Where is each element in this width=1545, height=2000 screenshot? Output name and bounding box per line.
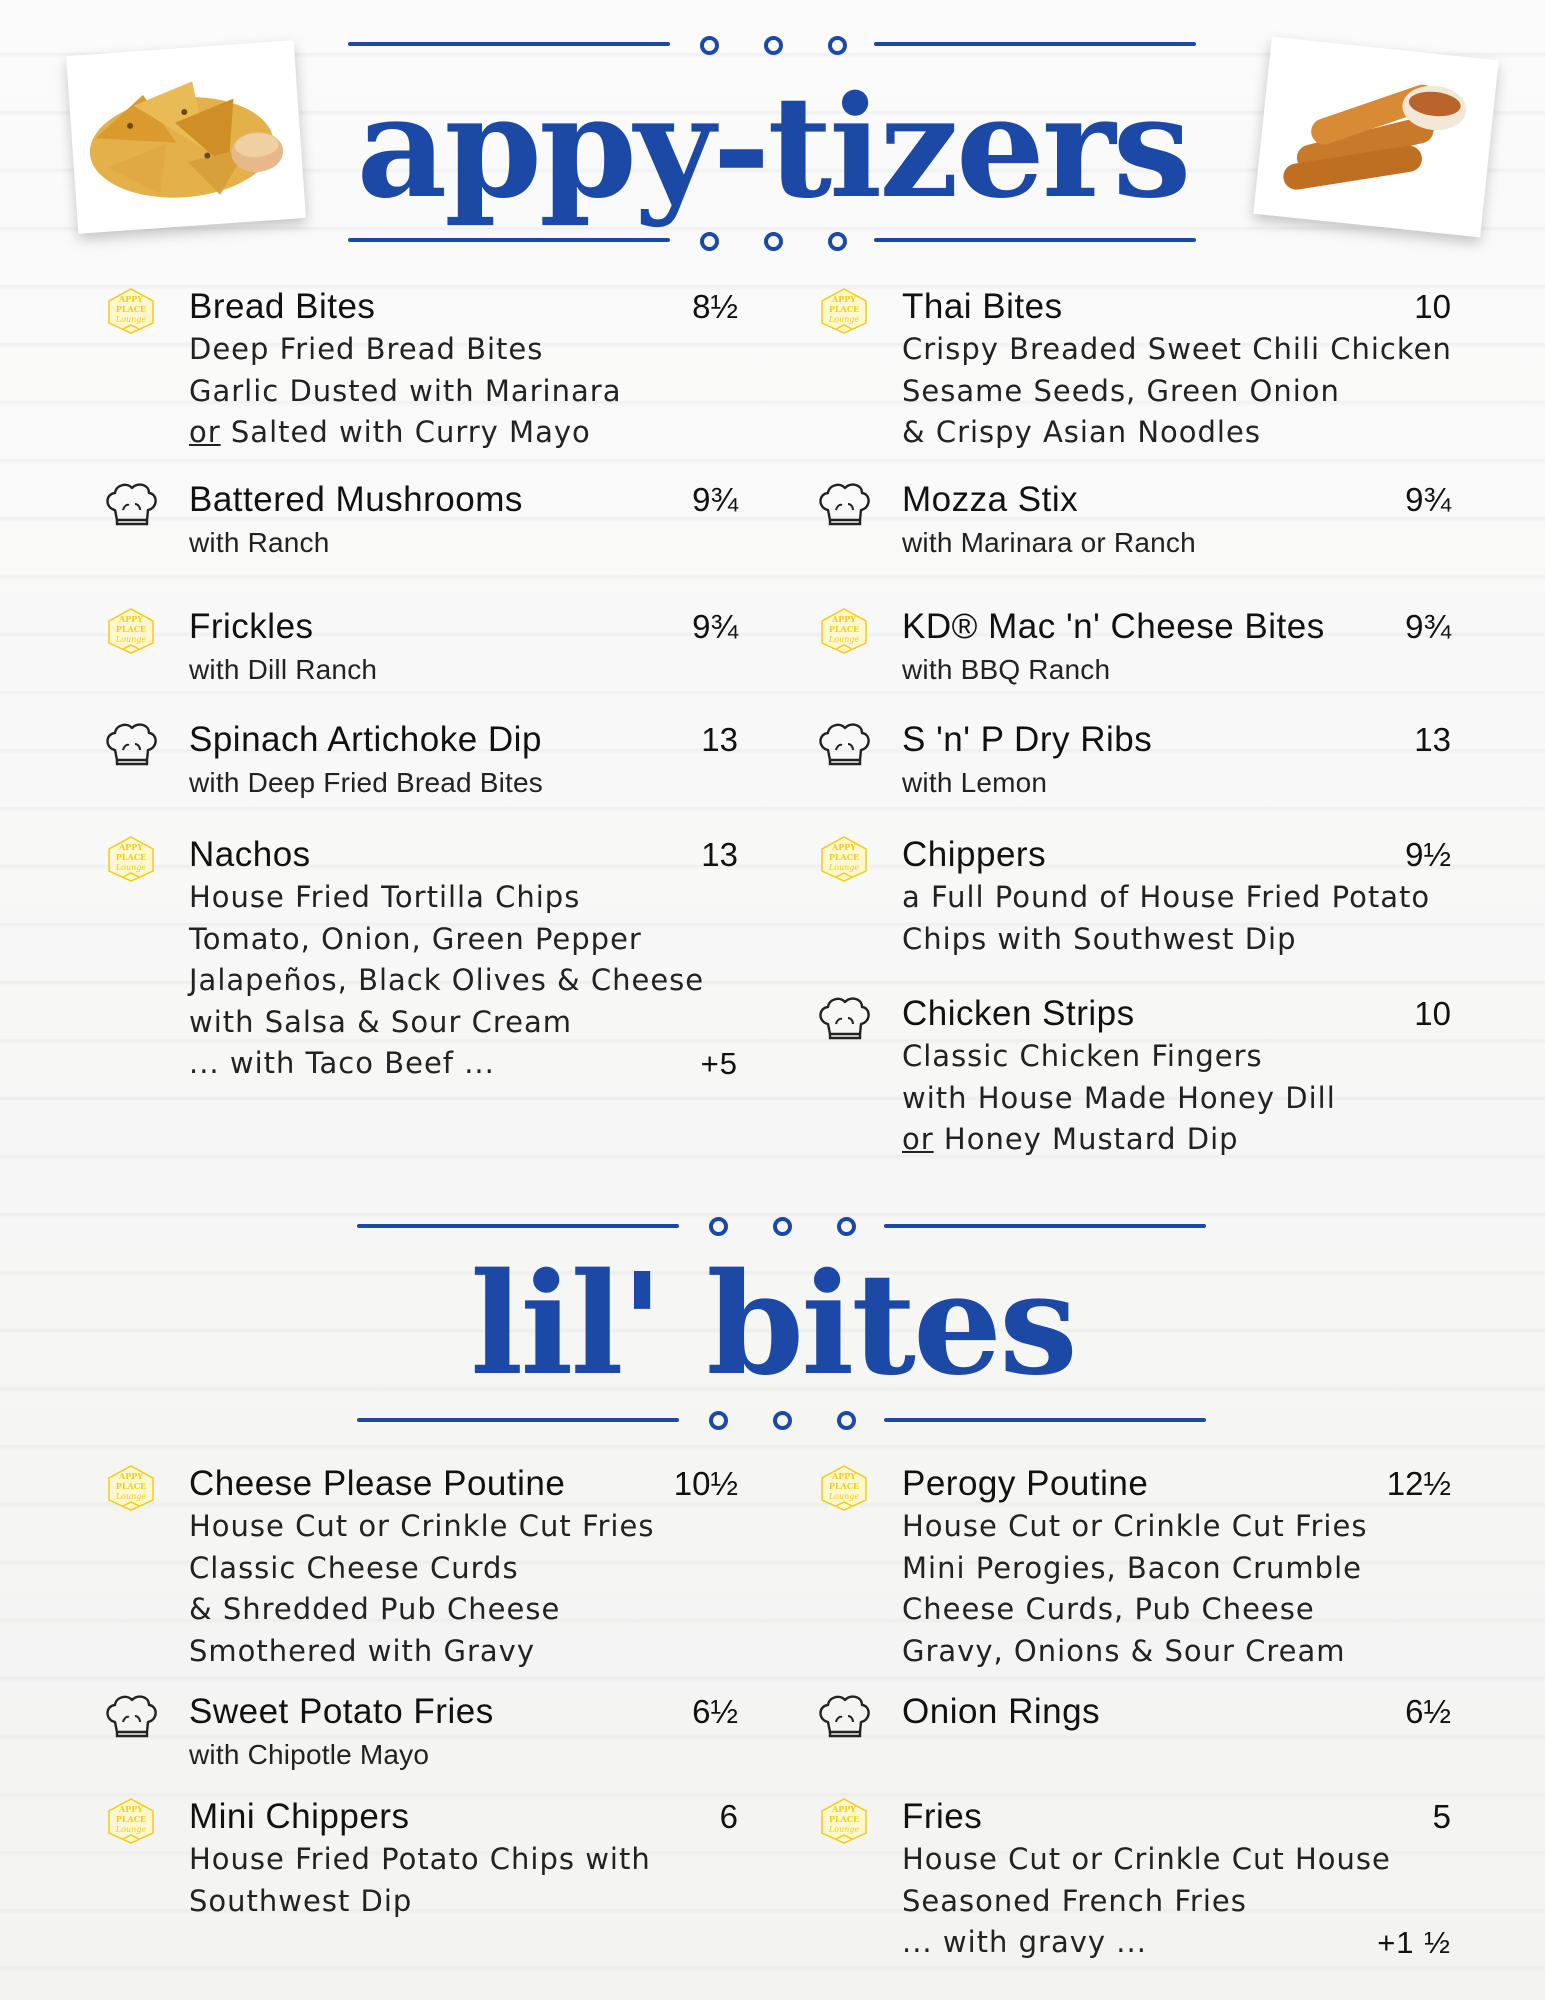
item-description: with Deep Fried Bread Bites (189, 767, 544, 798)
header-rule-top-left (357, 1224, 679, 1228)
menu-item (828, 833, 1451, 960)
menu-item (828, 285, 1452, 454)
header-rule-top-right (884, 1224, 1206, 1228)
item-description: Crispy Breaded Sweet Chili Chicken (902, 332, 1452, 366)
item-description: with Dill Ranch (189, 654, 378, 685)
logo-text: APPY (832, 614, 856, 624)
appy-place-logo-icon (103, 287, 159, 335)
menu-item (115, 1795, 738, 1922)
item-name: Nachos (189, 835, 311, 874)
header-rule-bottom-right (884, 1418, 1206, 1422)
item-description: Garlic Dusted with Marinara (189, 373, 622, 408)
logo-text: APPY (832, 1804, 856, 1814)
underlined-or: or (189, 415, 221, 449)
item-name: Perogy Poutine (902, 1464, 1149, 1503)
header-dot (773, 1217, 792, 1236)
appy-place-logo-icon (816, 835, 872, 883)
item-description: Chips with Southwest Dip (902, 921, 1297, 956)
appy-place-logo-icon (816, 287, 872, 335)
header-dot (764, 36, 783, 55)
header-dot (828, 232, 847, 251)
item-description: with Lemon (902, 767, 1048, 798)
appy-place-logo-icon (103, 835, 159, 883)
item-description: Cheese Curds, Pub Cheese (902, 1592, 1315, 1626)
logo-text: PLACE (115, 1814, 147, 1824)
item-price: 6 (719, 1798, 738, 1835)
logo-text: Lounge (115, 315, 147, 324)
item-description: with BBQ Ranch (902, 654, 1111, 685)
logo-text: APPY (832, 842, 856, 852)
appy-place-logo-icon (103, 1464, 159, 1512)
header-dot (773, 1411, 792, 1430)
appetizers-title: appy-tizers (356, 66, 1189, 230)
item-description: Tomato, Onion, Green Pepper (189, 921, 642, 956)
item-addon (189, 1043, 738, 1085)
menu-item (189, 718, 738, 804)
appy-place-logo-icon (816, 1464, 872, 1512)
item-description: & Shredded Pub Cheese (189, 1592, 561, 1626)
item-price: 9¾ (1405, 481, 1451, 518)
item-name: Cheese Please Poutine (189, 1464, 566, 1503)
item-description: with Salsa & Sour Cream (189, 1004, 572, 1039)
logo-text: Lounge (828, 863, 860, 872)
chef-hat-icon (816, 994, 872, 1042)
header-dot (837, 1217, 856, 1236)
logo-text: Lounge (828, 635, 860, 644)
logo-text: Lounge (828, 1825, 860, 1834)
appy-place-logo-icon (816, 1797, 872, 1845)
item-price: 9¾ (692, 608, 738, 645)
item-price: 10 (1414, 288, 1451, 325)
item-description: Deep Fried Bread Bites (189, 332, 544, 366)
header-dot (709, 1217, 728, 1236)
chef-hat-icon (816, 720, 872, 768)
header-dot (709, 1411, 728, 1430)
addon-price: +5 (700, 1046, 738, 1081)
item-description: with Ranch (189, 527, 330, 558)
item-price: 9¾ (692, 481, 738, 518)
item-description: Southwest Dip (189, 1883, 413, 1918)
header-rule-bottom-right (874, 238, 1196, 242)
description-rest: Honey Mustard Dip (933, 1122, 1239, 1156)
header-rule-bottom-left (357, 1418, 679, 1422)
item-name: Spinach Artichoke Dip (189, 720, 542, 759)
item-name: Mini Chippers (189, 1797, 410, 1836)
item-price: 13 (1414, 721, 1451, 758)
item-description: Sesame Seeds, Green Onion (902, 373, 1340, 408)
item-description: & Crispy Asian Noodles (902, 415, 1261, 449)
bites-title: lil' bites (470, 1243, 1075, 1407)
item-description: House Cut or Crinkle Cut Fries (189, 1509, 655, 1543)
item-description: Classic Chicken Fingers (902, 1039, 1263, 1073)
logo-text: Lounge (115, 1492, 147, 1501)
item-description: House Cut or Crinkle Cut House (902, 1842, 1391, 1876)
underlined-or: or (902, 1122, 934, 1156)
logo-text: PLACE (115, 624, 147, 634)
item-name: Chippers (902, 835, 1047, 874)
menu-item (189, 478, 738, 564)
logo-text: Lounge (828, 1492, 860, 1501)
item-addon (902, 1922, 1451, 1964)
logo-text: Lounge (115, 1825, 147, 1834)
header-dot (764, 232, 783, 251)
menu-item (115, 833, 738, 1085)
item-price: 9¾ (1405, 608, 1451, 645)
item-description: Seasoned French Fries (902, 1883, 1247, 1918)
item-name: S 'n' P Dry Ribs (902, 720, 1153, 759)
item-name: Chicken Strips (902, 994, 1135, 1033)
logo-text: PLACE (828, 1481, 860, 1491)
menu-item (828, 605, 1451, 691)
header-dot (837, 1411, 856, 1430)
item-name: Thai Bites (902, 287, 1063, 326)
header-rule-bottom-left (348, 238, 670, 242)
menu-item (902, 992, 1451, 1161)
item-name: Sweet Potato Fries (189, 1692, 494, 1731)
item-description: a Full Pound of House Fried Potato (902, 880, 1431, 914)
item-name: Fries (902, 1797, 983, 1836)
menu-item (828, 1795, 1451, 1964)
item-price: 6½ (1405, 1693, 1451, 1730)
item-price: 10½ (673, 1465, 738, 1502)
item-description: House Fried Tortilla Chips (189, 880, 581, 914)
menu-item (189, 1690, 738, 1776)
item-name: KD® Mac 'n' Cheese Bites (902, 607, 1325, 646)
menu-item (902, 478, 1451, 564)
item-description: House Fried Potato Chips with (189, 1842, 651, 1876)
header-rule-top-right (874, 42, 1196, 46)
item-description: Jalapeños, Black Olives & Cheese (189, 963, 705, 997)
item-price: 10 (1414, 995, 1451, 1032)
chef-hat-icon (816, 1692, 872, 1740)
chef-hat-icon (103, 1692, 159, 1740)
description-rest: Salted with Curry Mayo (220, 415, 591, 449)
item-name: Bread Bites (189, 287, 376, 326)
logo-text: PLACE (828, 304, 860, 314)
chef-hat-icon (816, 480, 872, 528)
item-name: Frickles (189, 607, 314, 646)
addon-label: ... with Taco Beef ... (189, 1046, 495, 1080)
header-dot (828, 36, 847, 55)
header-dot (700, 36, 719, 55)
item-price: 6½ (692, 1693, 738, 1730)
addon-price: +1 ½ (1377, 1925, 1451, 1960)
item-price: 8½ (692, 288, 738, 325)
menu-item (902, 1690, 1451, 1734)
appy-place-logo-icon (103, 1797, 159, 1845)
header-rule-top-left (348, 42, 670, 46)
addon-label: ... with gravy ... (902, 1925, 1147, 1959)
item-description: Gravy, Onions & Sour Cream (902, 1633, 1346, 1668)
menu-item (115, 605, 738, 691)
logo-text: APPY (119, 614, 143, 624)
logo-text: Lounge (115, 863, 147, 872)
menu-item (115, 1462, 738, 1672)
logo-text: PLACE (828, 624, 860, 634)
logo-text: APPY (119, 1471, 143, 1481)
appy-place-logo-icon (816, 607, 872, 655)
chef-hat-icon (103, 480, 159, 528)
item-description (902, 1119, 1451, 1161)
logo-text: APPY (832, 1471, 856, 1481)
logo-text: PLACE (828, 1814, 860, 1824)
logo-text: Lounge (828, 315, 860, 324)
logo-text: APPY (832, 294, 856, 304)
logo-text: PLACE (115, 1481, 147, 1491)
item-name: Onion Rings (902, 1692, 1101, 1731)
logo-text: PLACE (828, 852, 860, 862)
chef-hat-icon (103, 720, 159, 768)
menu-item (115, 285, 738, 454)
appy-place-logo-icon (103, 607, 159, 655)
item-description: with Chipotle Mayo (189, 1739, 430, 1770)
logo-text: PLACE (115, 852, 147, 862)
menu-item (828, 1462, 1451, 1672)
item-description: Mini Perogies, Bacon Crumble (902, 1550, 1362, 1585)
item-name: Battered Mushrooms (189, 480, 523, 519)
item-price: 13 (701, 721, 738, 758)
logo-text: APPY (119, 842, 143, 852)
item-description: with Marinara or Ranch (902, 527, 1196, 558)
item-price: 5 (1432, 1798, 1451, 1835)
item-price: 9½ (1405, 836, 1451, 873)
item-description: with House Made Honey Dill (902, 1080, 1336, 1115)
logo-text: PLACE (115, 304, 147, 314)
item-description: House Cut or Crinkle Cut Fries (902, 1509, 1368, 1543)
item-price: 13 (701, 836, 738, 873)
menu-item (902, 718, 1451, 804)
item-description: Classic Cheese Curds (189, 1550, 519, 1585)
header-dot (700, 232, 719, 251)
logo-text: Lounge (115, 635, 147, 644)
item-description (189, 412, 738, 454)
logo-text: APPY (119, 294, 143, 304)
item-description: Smothered with Gravy (189, 1633, 535, 1668)
logo-text: APPY (119, 1804, 143, 1814)
item-price: 12½ (1386, 1465, 1451, 1502)
item-name: Mozza Stix (902, 480, 1079, 519)
